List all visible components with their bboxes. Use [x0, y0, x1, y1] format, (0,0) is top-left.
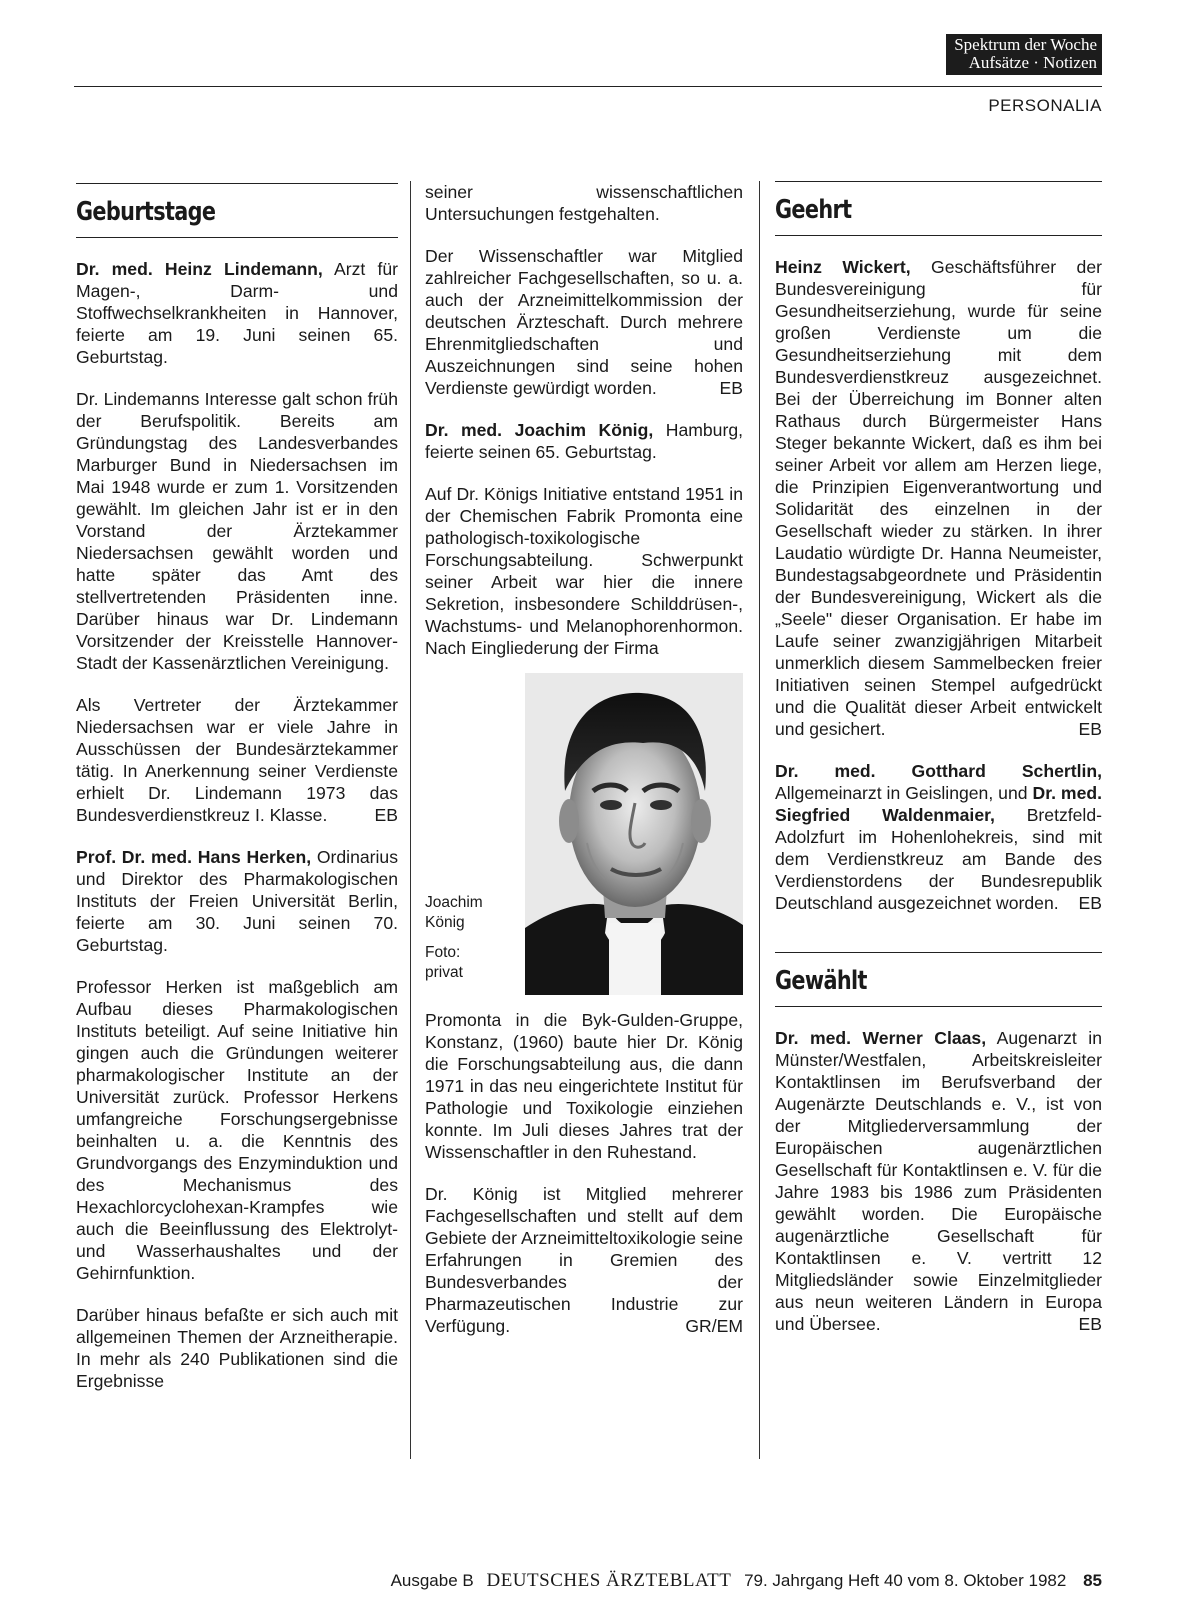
paragraph-text: Allgemeinarzt in Geislingen, und	[775, 783, 1033, 803]
page-number: 85	[1083, 1571, 1102, 1590]
paragraph-claas	[775, 1027, 1102, 1335]
person-name-wickert: Heinz Wickert,	[775, 257, 911, 277]
person-name-koenig: Dr. med. Joachim König,	[425, 420, 654, 440]
page-footer	[0, 1570, 1102, 1592]
author-initials: EB	[1078, 893, 1102, 913]
author-initials: EB	[1078, 719, 1102, 739]
column-3	[775, 181, 1102, 1355]
heading-geburtstage	[76, 183, 398, 238]
caption-line: Foto:	[425, 944, 461, 961]
paragraph-lindemann-intro	[76, 258, 398, 368]
paragraph-text: Der Wissenschaftler war Mitglied zahlreicher Fachgesellschaften, so u. a. auch der Arzneimittelkommission der deutschen Ärzteschaft. Durch mehrere Ehrenmitgliedschaften und Auszeichnungen sind seine hohen Verdienste gewürdigt worden.	[425, 246, 743, 398]
paragraph-wickert	[775, 256, 1102, 740]
photo-caption-credit	[425, 943, 515, 983]
person-name-lindemann: Dr. med. Heinz Lindemann,	[76, 259, 323, 279]
author-initials: GR/EM	[685, 1316, 743, 1336]
column-1	[76, 183, 398, 1412]
heading-geburtstage-text: Geburtstage	[76, 197, 216, 227]
footer-magazine: DEUTSCHES ÄRZTEBLATT	[486, 1570, 732, 1591]
portrait-photo	[525, 673, 743, 995]
paragraph-text: Arzt für Magen-, Darm- und Stoffwechselkrankheiten in Hannover, feierte am 19. Juni seinen 65. Geburtstag.	[76, 259, 398, 367]
paragraph-text: Bretzfeld-Adolzfurt im Hohenlohekreis, sind mit dem Verdienstkreuz am Bande des Verdienstordens der Bundesrepublik Deutschland ausgezeichnet worden.	[775, 805, 1102, 913]
paragraph-herken-research: Professor Herken ist maßgeblich am Aufbau dieses Pharmakologischen Instituts beteiligt. Auf seine Initiative hin gingen auch die Gründungen weiterer pharmakologischer Institute an der Universität zurück. Professor Herkens umfangreiche Forschungsergebnisse beinhalten u. a. die Kenntnis des Grundvorgangs des Enzyminduktion und des Mechanismus des Hexachlorcyclohexan-Krampfes wie auch die Beeinflussung des Elektrolyt- und Wasserhaushaltes und der Gehirnfunktion.	[76, 977, 398, 1283]
paragraph-text: Geschäftsführer der Bundesvereinigung für Gesundheitserziehung, wurde für seine großen Verdienste um die Gesundheitserziehung mit dem Bundesverdienstkreuz ausgezeichnet. Bei der Überreichung im Bonner alten Rathaus durch Bürgermeister Hans Steger bekannte Wickert, daß es ihm bei seiner Arbeit vor allem am Herzen liege, die Prinzipien Eigenverantwortung und Solidarität des einzelnen in der Gesellschaft wieder zu stärken. In ihrer Laudatio würdigte Dr. Hanna Neumeister, Bundestagsabgeordnete und Präsidentin der Bundesvereinigung, Wickert als die „Seele" dieser Organisation. Er habe im Laufe seiner zwanzigjährigen Mitarbeit unmerklich diesem Sammelbecken freier Initiativen seinen Stempel aufgedrückt und die Qualität dieser Arbeit entwickelt und gesichert.	[775, 257, 1102, 739]
caption-line: Joachim	[425, 894, 483, 911]
paragraph-lindemann-career: Dr. Lindemanns Interesse galt schon früh der Berufspolitik. Bereits am Gründungstag des Landesverbandes Marburger Bund in Niedersachsen im Mai 1948 wurde er zum 1. Vorsitzenden gewählt. Im gleichen Jahr ist er in den Vorstand der Ärztekammer Niedersachsen gewählt worden und hatte später das Amt des stellvertretenden Präsidenten inne. Darüber hinaus war Dr. Lindemann Vorsitzender der Kreisstelle Hannover-Stadt der Kassenärztlichen Vereinigung.	[76, 389, 398, 673]
paragraph-text: Hamburg, feierte seinen 65. Geburtstag.	[425, 420, 743, 462]
section-badge-line1: Spektrum der Woche	[954, 35, 1097, 54]
section-badge-line2: Aufsätze · Notizen	[968, 53, 1097, 72]
section-label: PERSONALIA	[988, 96, 1102, 115]
paragraph-text: Ordinarius und Direktor des Pharmakologischen Instituts der Freien Universität Berlin, feierte am 30. Juni seinen 70. Geburtstag.	[76, 847, 398, 955]
paragraph-koenig-career: Auf Dr. Königs Initiative entstand 1951 in der Chemischen Fabrik Promonta eine pathologisch-toxikologische Forschungsabteilung. Schwerpunkt seiner Arbeit war hier die innere Sekretion, insbesondere Schilddrüsen-, Wachstums- und Melanophorenhormon. Nach Eingliederung der Firma	[425, 484, 743, 658]
paragraph-schertlin-waldenmaier	[775, 760, 1102, 914]
paragraph-text: Als Vertreter der Ärztekammer Niedersachsen war er viele Jahre in Ausschüssen der Bundesärztekammer tätig. In Anerkennung seiner Verdienste erhielt Dr. Lindemann 1973 das Bundesverdienstkreuz I. Klasse.	[76, 695, 398, 825]
paragraph-text: Augenarzt in Münster/Westfalen, Arbeitskreisleiter Kontaktlinsen im Berufsverband der Augenärzte Deutschlands e. V., ist von der Mitgliederversammlung der Europäischen augenärztlichen Gesellschaft für Kontaktlinsen e. V. für die Jahre 1983 bis 1986 zum Präsidenten gewählt worden. Die Europäische augenärztliche Gesellschaft für Kontaktlinsen e. V. vertritt 12 Mitgliedsländer sowie Einzelmitglieder aus neun weiteren Ländern in Europa und Übersee.	[775, 1028, 1102, 1334]
heading-gewaehlt	[775, 952, 1102, 1007]
caption-line: König	[425, 914, 465, 931]
column-divider-2	[759, 181, 760, 1459]
author-initials: EB	[719, 378, 743, 398]
author-initials: EB	[374, 805, 398, 825]
heading-geehrt-text: Geehrt	[775, 195, 852, 225]
header-rule	[74, 86, 1102, 87]
paragraph-herken-intro	[76, 846, 398, 956]
paragraph-text: Dr. König ist Mitglied mehrerer Fachgesellschaften und stellt auf dem Gebiete der Arzneimitteltoxikologie seine Erfahrungen in Gremien des Bundesverbandes der Pharmazeutischen Industrie zur Verfügung.	[425, 1184, 743, 1336]
column-2	[425, 181, 743, 1357]
caption-line: privat	[425, 964, 463, 981]
person-name-waldenmaier: Dr. med. Siegfried Waldenmaier,	[775, 783, 1102, 825]
column-divider-1	[410, 181, 411, 1459]
footer-edition: Ausgabe B	[390, 1571, 474, 1590]
paragraph-koenig-memberships	[425, 1183, 743, 1337]
footer-issue: 79. Jahrgang Heft 40 vom 8. Oktober 1982	[744, 1571, 1067, 1590]
paragraph-lindemann-honors	[76, 694, 398, 826]
photo-caption-name	[425, 893, 515, 933]
section-badge	[946, 34, 1102, 75]
paragraph-koenig-intro	[425, 419, 743, 463]
person-name-claas: Dr. med. Werner Claas,	[775, 1028, 987, 1048]
portrait-figure	[425, 673, 743, 995]
paragraph-herken-memberships	[425, 245, 743, 399]
person-name-herken: Prof. Dr. med. Hans Herken,	[76, 847, 312, 867]
heading-geehrt	[775, 181, 1102, 236]
person-name-schertlin: Dr. med. Gotthard Schertlin,	[775, 761, 1102, 781]
paragraph-herken-continued: seiner wissenschaftlichen Untersuchungen festgehalten.	[425, 182, 743, 224]
heading-gewaehlt-text: Gewählt	[775, 966, 867, 996]
paragraph-herken-publications: Darüber hinaus befaßte er sich auch mit allgemeinen Themen der Arzneitherapie. In mehr als 240 Publikationen sind die Ergebnisse	[76, 1305, 398, 1391]
author-initials: EB	[1078, 1314, 1102, 1334]
paragraph-koenig-institute: Promonta in die Byk-Gulden-Gruppe, Konstanz, (1960) baute hier Dr. König die Forschungsabteilung aus, die dann 1971 in das neu eingerichtete Institut für Pathologie und Toxikologie einziehen konnte. Im Juli dieses Jahres trat der Wissenschaftler in den Ruhestand.	[425, 1010, 743, 1162]
